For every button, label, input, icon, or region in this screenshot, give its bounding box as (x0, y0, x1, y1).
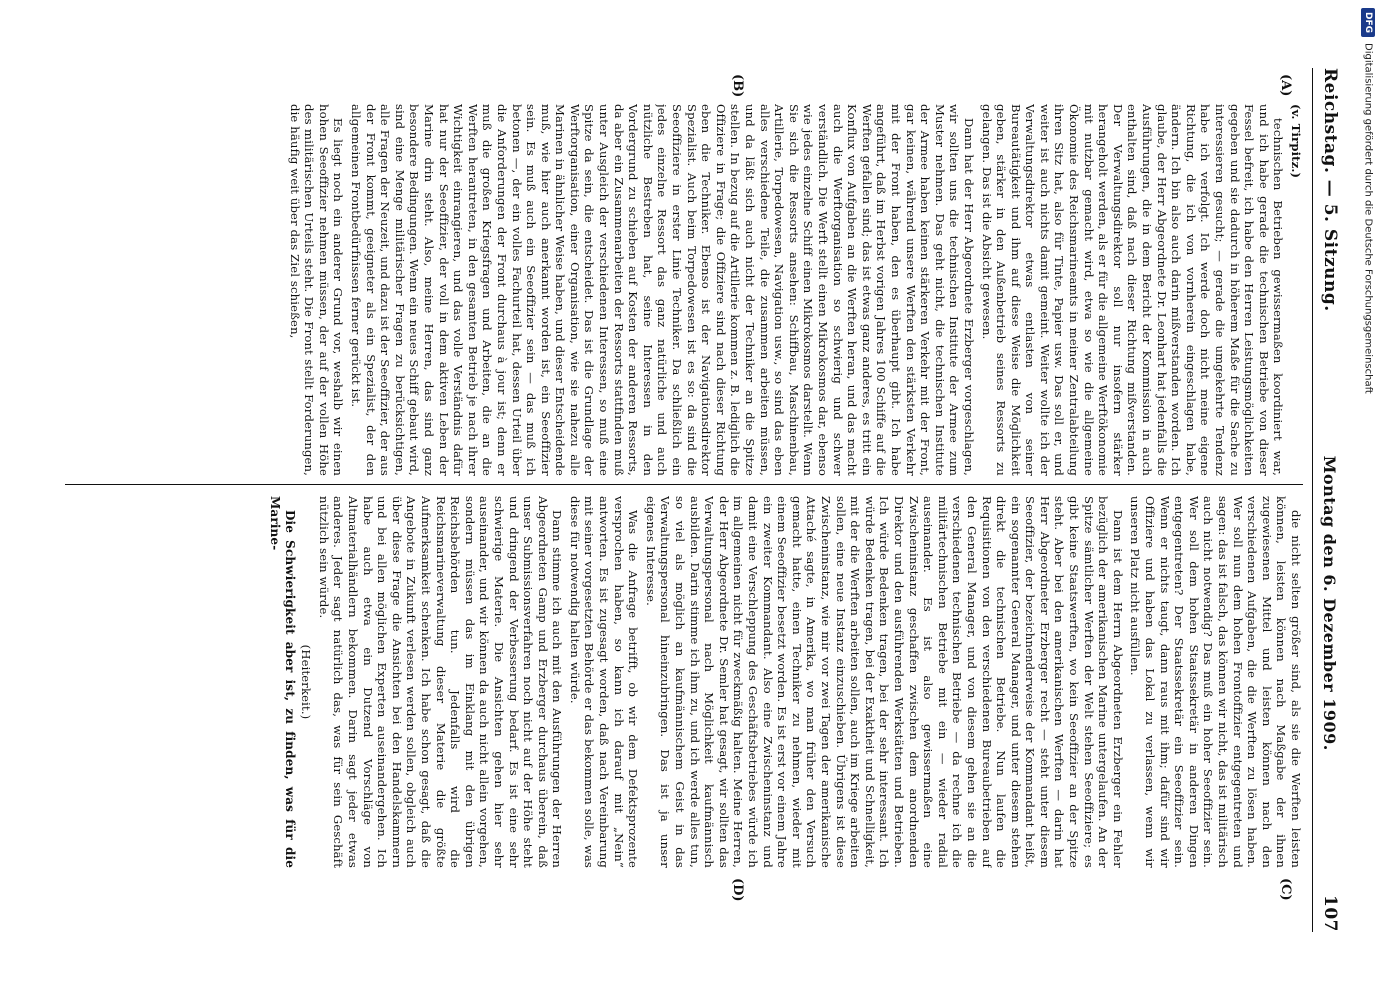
left-column (65, 104, 1303, 476)
header-date: Montag den 6. Dezember 1909. (1320, 455, 1340, 751)
header-title: Reichstag. — 5. Sitzung. (1320, 68, 1340, 312)
speaker-label: (v. Tirpitz.) (1289, 104, 1303, 179)
right-column (65, 496, 1303, 868)
paragraph: Dann stimme ich auch mit den Ausführungen der Herren Abgeordneten Gamp und Erzberger durchaus überein, daß unser Submissionsverfahren noch nicht auf der Höhe steht und dringend der Verbesserung bedarf. Es ist eine sehr schwierige Materie. Die Ansichten gehen hier sehr auseinander, und wir können da auch nicht allein vorgehen, sondern müssen das im Einklang mit den übrigen Reichsbehörden tun. Jedenfalls wird die Reichsmarineverwaltung dieser Materie die größte Aufmerksamkeit schenken. Ich habe schon gesagt, daß die Angebote in Zukunft verlesen werden sollen, obgleich auch über diese Frage die Ansichten bei den Handelskammern und bei allen möglichen Experten auseinandergehen. Ich habe auch etwa ein Dutzend Vorschläge von Altmaterialhändlern bekommen. Darin sagt jeder etwas anderes. Jeder sagt natürlich das, was für sein Geschäft nützlich sein würde. (316, 496, 565, 868)
paragraph: technischen Betrieben gewissermaßen koordiniert war, und ich habe gerade die technischen Betriebe von dieser Fessel befreit, ich habe den Herren Leistungsmöglichkeiten gegeben und sie dadurch in höherem Maße für die Sache zu interessieren gesucht; — gerade die umgekehrte Tendenz habe ich verfolgt. Ich werde doch nicht meine eigene Richtung, die ich von vornherein eingeschlagen habe, ändern. Ich bin also auch darin mißverstanden worden. Ich glaube, der Herr Abgeordnete Dr. Leonhart hat jedenfalls die Ausführungen, die in dem Bericht der Kommission in auch enthalten sind, daß nach dieser Richtung mißverstanden. Der Verwaltungsdirektor soll nur insofern stärker herangeholt werden, als er für die allgemeine Werftökonomie mit nutzbar gemacht wird, etwa so wie die allgemeine Ökonomie des Reichsmarineamts in meiner Zentralabteilung ihren Sitz hat, also für Tinte, Papier usw. Das soll er, und weiter ist auch nichts damit gemeint. Weiter wollte ich der Verwaltungsdirektor etwas entlasten von seiner Bureautätigkeit und ihm auf diese Weise die Möglichkeit geben, stärker in den Außenbetrieb seines Ressorts zu gelangen. Das ist die Absicht gewesen. (979, 104, 1286, 476)
paragraph: Was die Anfrage betrifft, ob wir dem Defektsprozente versprochen haben, so kann ich darauf mit „Nein“ antworten. Es ist zugesagt worden, daß nach Vereinbarung mit seiner vorgesetzten Behörde er das bekommen solle, was diese für notwendig halten würde. (567, 496, 641, 868)
marker-d: (D) (730, 878, 745, 902)
marker-a: (A) (1278, 74, 1293, 97)
paragraph: Dann hat der Herr Abgeordnete Erzberger vorgeschlagen, wir sollten uns die technischen Institute der Armee zum Muster nehmen. Das geht nicht, die technischen Institute der Armee haben keinen stärkeren Verkehr mit der Front, gar keinen, während unsere Werften den stärksten Verkehr mit der Front haben, den es überhaupt gibt. Ich habe angeführt, daß im Herbst vorigen Jahres 100 Schiffe auf die Werften gefallen sind; das ist etwas ganz anderes, es tritt ein Konflux von Aufgaben an die Werften heran, und das macht auch die Werftorganisation so schwierig und schwer verständlich. Die Werft stellt einen Mikrokosmos dar, ebenso wie jedes einzelne Schiff einen Mikrokosmos darstellt. Wenn Sie sich die Ressorts ansehen: Schiffbau, Maschinenbau, Artillerie, Torpedowesen, Navigation usw., so sind das eben alles verschiedene Teile, die zusammen arbeiten müssen, und da läßt sich auch nicht der Techniker an die Spitze stellen. In bezug auf die Artillerie kommen z. B. lediglich die Offiziere in Frage; die Offiziere sind nach dieser Richtung eben die Techniker. Ebenso ist der Navigationsdirektor Spezialist. Auch beim Torpedowesen ist es so: da sind die Seeoffiziere in erster Linie Techniker. Da schließlich ein jedes einzelne Ressort das ganz natürliche und auch nützliche Bestreben hat, seine Interessen in den Vordergrund zu schieben auf Kosten der anderen Ressorts, da aber ein Zusammenarbeiten der Ressorts stattfinden muß unter Ausgleich der verschiedenen Interessen, so muß eine Spitze da sein, die entscheidet. Das ist die Grundlage der Werftorganisation, einer Organisation, wie sie nahezu alle Marinen in ähnlicher Weise haben, und dieser Entscheidende muß, wie hier auch anerkannt worden ist, ein Seeoffizier sein. Es muß auch ein Seeoffizier sein — das muß ich betonen —, der ein volles Fachurteil hat, dessen Urteil über die Anforderungen der Front durchaus à jour ist; denn er muß die großen Kriegsfragen und Arbeiten, die an die Werften herantreten, in den gesamten Betrieb je nach ihrer Wichtigkeit einrangieren, und das volle Verständnis dafür hat nur der Seeoffizier, der voll in dem aktiven Leben der Marine drin steht. Also, meine Herren, das sind ganz besondere Bedingungen. Wenn ein neues Schiff gebaut wird, sind eine Menge militärischer Fragen zu berücksichtigen, alle Fragen der Neuzeit, und dazu ist der Seeoffizier, der aus der Front kommt, geeigneter als ein Spezialist, der den allgemeinen Frontbedürfnissen ferner gerückt ist. (349, 104, 976, 476)
marker-b: (B) (730, 74, 745, 98)
rotated-page (55, 60, 1355, 940)
digitization-note-text: Digitalisierung gefördert durch die Deutsche Forschungsgemeinschaft (1362, 43, 1374, 394)
digitization-note (1357, 8, 1379, 998)
closing-line: Die Schwierigkeit aber ist, zu finden, was für die Marine- (268, 496, 297, 868)
interjection: (Heiterkeit.) (299, 644, 314, 720)
dfg-logo: DFG (1361, 8, 1375, 37)
marker-c: (C) (1278, 878, 1293, 901)
page-number: 107 (1320, 895, 1340, 932)
page-header (1312, 68, 1347, 932)
column-divider (65, 484, 1303, 485)
paragraph: Es liegt noch ein anderer Grund vor, weshalb wir einen hohen Seeoffizier nehmen müssen, der auf der vollen Höhe des militärischen Urteils steht. Die Front stellt Forderungen, die häufig weit über das Ziel schießen, (287, 104, 346, 476)
paragraph: die nicht selten größer sind, als sie die Werften leisten können, leisten können nach Maßgabe der ihnen zugewiesenen Mittel und leisten können nach den verschiedenen Aufgaben, die die Werften zu lösen haben. Wer soll nun dem hohen Frontoffizier entgegentreten und sagen: das ist falsch, das können wir nicht, das ist militärisch auch nicht notwendig? Das muß ein hoher Seeoffizier sein. Wer soll dem hohen Staatssekretär in anderen Dingen entgegentreten? Der Staatssekretär ein Seeoffizier sein. Wenn er nichts taugt, dann raus mit ihm; dafür sind wir Offiziere und haben das Lokal zu verlassen, wenn wir unseren Platz nicht ausfüllen. (1128, 496, 1303, 868)
paragraph: Dann ist dem Herrn Abgeordneten Erzberger ein Fehler bezüglich der amerikanischen Marine untergelaufen. An der Spitze sämtlicher Werften der Welt stehen Seeoffiziere; es gibt keine Staatswerften, wo kein Seeoffizier an der Spitze steht. Aber bei den amerikanischen Werften — darin hat Herr Abgeordneter Erzberger recht — steht unter diesem Seeoffizier, der bezeichnenderweise der Kommandant heißt, ein sogenannter General Manager, und unter diesem stehen direkt die technischen Betriebe. Nun laufen die Requisitionen von den verschiedenen Bureaubetrieben auf den General Manager, und von diesem gehen sie an die verschiedenen technischen Betriebe — da rechne ich die militärtechnischen Betriebe mit ein — wieder radial auseinander. Es ist also gewissermaßen eine Zwischeninstanz geschaffen zwischen dem anordnenden Direktor und den ausführenden Werkstätten und Betrieben. Ich würde Bedenken tragen, bei der sehr interessant. Ich würde Bedenken tragen, bei der Exaktheit und Schnelligkeit, mit der die Werften arbeiten sollen, auch im Kriege arbeiten sollen, eine neue Instanz einzuschieben. Übrigens ist diese Zwischeninstanz, wie mir vor zwei Tagen der amerikanische Attaché sagte, in Amerika, wo man früher den Versuch gemacht hatte, einen Techniker zu nehmen, wieder mit einem Seeoffizier besetzt worden. Es ist erst vor einem Jahre ein zweiter Kommandant. Also eine Zwischeninstanz und damit eine Verschleppung des Geschäftsbetriebes würde ich im allgemeinen nicht für zweckmäßig halten. Meine Herren, der Herr Abgeordnete Dr. Semler hat gesagt, wir sollten das Verwaltungspersonal nach Möglichkeit kaufmännisch ausbilden. Darin stimme ich ihm zu, und ich werde alles tun, so viel als möglich an kaufmännischem Geist in das Verwaltungspersonal hineinzubringen. Das ist ja unser eigenes Interesse. (643, 496, 1125, 868)
